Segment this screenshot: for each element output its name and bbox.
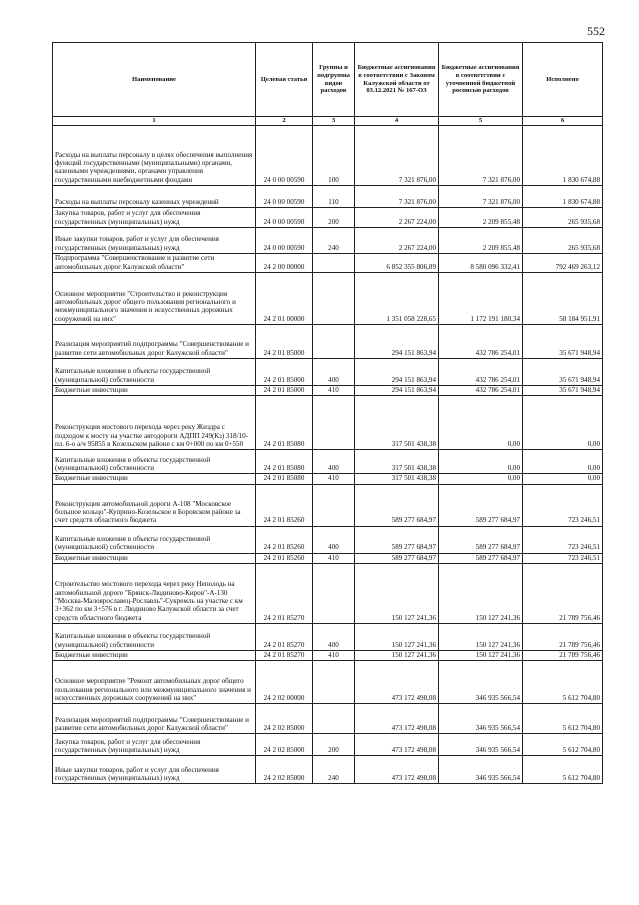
row-target-article: 24 2 01 85270 [256,623,313,650]
row-target-article: 24 2 01 85270 [256,650,313,660]
column-number: 4 [355,117,439,126]
row-expense-group [313,484,355,526]
row-expense-group: 410 [313,553,355,563]
row-refined-allocation: 346 935 566,54 [439,704,523,734]
row-law-allocation: 150 127 241,36 [355,563,439,623]
row-refined-allocation: 150 127 241,36 [439,563,523,623]
row-target-article: 24 0 00 00590 [256,228,313,254]
row-name: Расходы на выплаты персоналу в целях обеспечения выполнения функций государственными (муниципальными) органами, казенными учреждениями, органами управления государственными внебюджетными фондами [53,126,256,186]
row-law-allocation: 294 151 863,94 [355,386,439,396]
header-expense-group: Группы и подгруппы видов расходов [313,43,355,117]
table-body [53,126,603,784]
table-row [53,396,603,450]
table-row [53,359,603,386]
row-expense-group: 410 [313,386,355,396]
row-executed: 0,00 [523,474,603,484]
row-refined-allocation: 432 786 254,01 [439,325,523,359]
row-refined-allocation: 2 209 855,48 [439,228,523,254]
row-law-allocation: 2 267 224,00 [355,228,439,254]
row-refined-allocation: 1 172 191 180,34 [439,273,523,325]
row-refined-allocation: 589 277 684,97 [439,526,523,553]
row-law-allocation: 1 351 058 228,65 [355,273,439,325]
row-name: Иные закупки товаров, работ и услуг для обеспечения государственных (муниципальных) нужд [53,228,256,254]
row-refined-allocation: 432 786 254,01 [439,359,523,386]
row-name: Закупка товаров, работ и услуг для обеспечения государственных (муниципальных) нужд [53,734,256,756]
column-number: 1 [53,117,256,126]
row-executed: 1 830 674,88 [523,186,603,208]
row-name: Бюджетные инвестиции [53,474,256,484]
row-refined-allocation: 432 786 254,01 [439,386,523,396]
row-refined-allocation: 589 277 684,97 [439,553,523,563]
row-expense-group: 200 [313,734,355,756]
row-name: Капитальные вложения в объекты государственной (муниципальной) собственности [53,623,256,650]
page-number: 552 [587,24,605,38]
row-law-allocation: 589 277 684,97 [355,553,439,563]
row-executed: 792 469 263,12 [523,254,603,273]
row-expense-group: 410 [313,650,355,660]
row-expense-group: 240 [313,756,355,784]
row-expense-group: 400 [313,526,355,553]
header-row [53,43,603,117]
row-name: Расходы на выплаты персоналу казенных учреждений [53,186,256,208]
row-target-article: 24 2 02 00000 [256,661,313,704]
row-refined-allocation: 346 935 566,54 [439,734,523,756]
column-number: 6 [523,117,603,126]
header-executed: Исполнено [523,43,603,117]
row-law-allocation: 317 501 438,38 [355,450,439,474]
row-target-article: 24 2 02 85000 [256,704,313,734]
row-target-article: 24 2 02 85000 [256,734,313,756]
row-executed: 21 789 756,46 [523,623,603,650]
row-name: Реконструкция автомобильной дороги А-108 "Московское большое кольцо"-Куприно-Козельское в Боровском районе за счет средств областного бюджета [53,484,256,526]
row-law-allocation: 473 172 498,08 [355,734,439,756]
row-refined-allocation: 7 321 876,00 [439,186,523,208]
table-row [53,526,603,553]
row-law-allocation: 317 501 438,38 [355,396,439,450]
column-number-row [53,117,603,126]
row-law-allocation: 317 501 438,38 [355,474,439,484]
row-target-article: 24 2 01 85080 [256,450,313,474]
row-target-article: 24 2 01 85000 [256,325,313,359]
row-expense-group: 100 [313,126,355,186]
row-refined-allocation: 346 935 566,54 [439,661,523,704]
budget-execution-table [52,42,603,784]
row-expense-group: 240 [313,228,355,254]
row-expense-group [313,661,355,704]
table-row [53,450,603,474]
row-executed: 723 246,51 [523,526,603,553]
row-name: Реализация мероприятий подпрограммы "Совершенствование и развитие сети автомобильных дорог Калужской области" [53,325,256,359]
row-expense-group: 410 [313,474,355,484]
row-target-article: 24 2 01 00000 [256,273,313,325]
row-name: Иные закупки товаров, работ и услуг для обеспечения государственных (муниципальных) нужд [53,756,256,784]
row-law-allocation: 150 127 241,36 [355,623,439,650]
header-name: Наименование [53,43,256,117]
row-law-allocation: 294 151 863,94 [355,325,439,359]
row-name: Капитальные вложения в объекты государственной (муниципальной) собственности [53,526,256,553]
row-target-article: 24 0 00 00590 [256,208,313,228]
table-row [53,474,603,484]
row-executed: 35 671 948,94 [523,359,603,386]
row-law-allocation: 7 321 876,00 [355,126,439,186]
row-refined-allocation: 346 935 566,54 [439,756,523,784]
table-row [53,623,603,650]
row-law-allocation: 294 151 863,94 [355,359,439,386]
row-target-article: 24 2 01 85260 [256,484,313,526]
header-refined-allocation: Бюджетные ассигнования в соответствии с уточненной бюджетной росписью расходов [439,43,523,117]
table-row [53,208,603,228]
row-law-allocation: 473 172 498,08 [355,661,439,704]
row-refined-allocation: 150 127 241,36 [439,623,523,650]
column-number: 3 [313,117,355,126]
row-expense-group: 400 [313,359,355,386]
row-executed: 21 789 756,46 [523,563,603,623]
table-row [53,756,603,784]
row-executed: 0,00 [523,450,603,474]
row-executed: 5 612 704,80 [523,756,603,784]
row-name: Реконструкция мостового перехода через реку Жиздра с подходом к мосту на участке автодороги АДПП 249(Кз) 318/10-пл. 6-о а/ч 95855 в Козельском районе с км 0+000 по км 0+550 [53,396,256,450]
row-name: Реализация мероприятий подпрограммы "Совершенствование и развитие сети автомобильных дорог Калужской области" [53,704,256,734]
row-refined-allocation: 0,00 [439,450,523,474]
table-row [53,254,603,273]
table-row [53,228,603,254]
row-law-allocation: 150 127 241,36 [355,650,439,660]
row-expense-group: 110 [313,186,355,208]
row-expense-group: 400 [313,450,355,474]
row-target-article: 24 0 00 00590 [256,186,313,208]
table-row [53,563,603,623]
row-expense-group [313,273,355,325]
table-row [53,186,603,208]
row-executed: 723 246,51 [523,553,603,563]
row-executed: 5 612 704,80 [523,704,603,734]
row-name: Бюджетные инвестиции [53,553,256,563]
row-expense-group [313,563,355,623]
row-refined-allocation: 8 580 096 332,41 [439,254,523,273]
row-executed: 21 789 756,46 [523,650,603,660]
row-expense-group: 200 [313,208,355,228]
row-law-allocation: 589 277 684,97 [355,484,439,526]
row-target-article: 24 2 01 85260 [256,553,313,563]
row-name: Капитальные вложения в объекты государственной (муниципальной) собственности [53,359,256,386]
row-name: Основное мероприятие "Ремонт автомобильных дорог общего пользования регионального или межмуниципального значения и искусственных дорожных сооружений на них" [53,661,256,704]
row-executed: 0,00 [523,396,603,450]
row-refined-allocation: 7 321 876,00 [439,126,523,186]
row-name: Строительство мостового перехода через реку Неполодь на автомобильной дороге "Брянск-Людиново-Киров"-А-130 "Москва-Малоярославец-Рославль"-Сукремль на участке с км 3+362 по км 3+576 в г. Людиново Калужской области за счет средств областного бюджета [53,563,256,623]
row-expense-group: 400 [313,623,355,650]
table-row [53,734,603,756]
row-refined-allocation: 0,00 [439,396,523,450]
row-law-allocation: 2 267 224,00 [355,208,439,228]
row-target-article: 24 0 00 00590 [256,126,313,186]
row-target-article: 24 2 01 85080 [256,474,313,484]
row-name: Подпрограмма "Совершенствование и развитие сети автомобильных дорог Калужской области" [53,254,256,273]
row-executed: 5 612 704,80 [523,661,603,704]
row-executed: 58 184 951,91 [523,273,603,325]
row-expense-group [313,396,355,450]
row-law-allocation: 473 172 498,08 [355,704,439,734]
header-target-article: Целевая статья [256,43,313,117]
table-row [53,661,603,704]
table-row [53,273,603,325]
row-target-article: 24 2 01 85270 [256,563,313,623]
table-row [53,553,603,563]
row-target-article: 24 2 02 85000 [256,756,313,784]
row-law-allocation: 473 172 498,08 [355,756,439,784]
row-name: Закупка товаров, работ и услуг для обеспечения государственных (муниципальных) нужд [53,208,256,228]
row-target-article: 24 2 01 85000 [256,359,313,386]
row-executed: 35 671 948,94 [523,386,603,396]
row-refined-allocation: 0,00 [439,474,523,484]
row-executed: 1 830 674,88 [523,126,603,186]
row-executed: 5 612 704,80 [523,734,603,756]
row-name: Бюджетные инвестиции [53,650,256,660]
row-law-allocation: 6 852 355 806,89 [355,254,439,273]
row-target-article: 24 2 01 85080 [256,396,313,450]
row-executed: 265 935,68 [523,208,603,228]
row-refined-allocation: 589 277 684,97 [439,484,523,526]
table-row [53,650,603,660]
row-expense-group [313,325,355,359]
row-law-allocation: 7 321 876,00 [355,186,439,208]
column-number: 5 [439,117,523,126]
row-name: Капитальные вложения в объекты государственной (муниципальной) собственности [53,450,256,474]
row-expense-group [313,254,355,273]
row-target-article: 24 2 01 85000 [256,386,313,396]
row-expense-group [313,704,355,734]
row-refined-allocation: 2 209 855,48 [439,208,523,228]
table-row [53,484,603,526]
column-number: 2 [256,117,313,126]
table-row [53,704,603,734]
row-law-allocation: 589 277 684,97 [355,526,439,553]
row-executed: 723 246,51 [523,484,603,526]
row-target-article: 24 2 00 00000 [256,254,313,273]
table-row [53,325,603,359]
row-executed: 265 935,68 [523,228,603,254]
header-law-allocation: Бюджетные ассигнования в соответствии с Законом Калужской области от 03.12.2021 № 167-ОЗ [355,43,439,117]
row-refined-allocation: 150 127 241,36 [439,650,523,660]
table-row [53,386,603,396]
table-row [53,126,603,186]
row-executed: 35 671 948,94 [523,325,603,359]
row-name: Основное мероприятие "Строительство и реконструкция автомобильных дорог общего пользования регионального и межмуниципального значения и искусственных дорожных сооружений на них" [53,273,256,325]
row-target-article: 24 2 01 85260 [256,526,313,553]
row-name: Бюджетные инвестиции [53,386,256,396]
